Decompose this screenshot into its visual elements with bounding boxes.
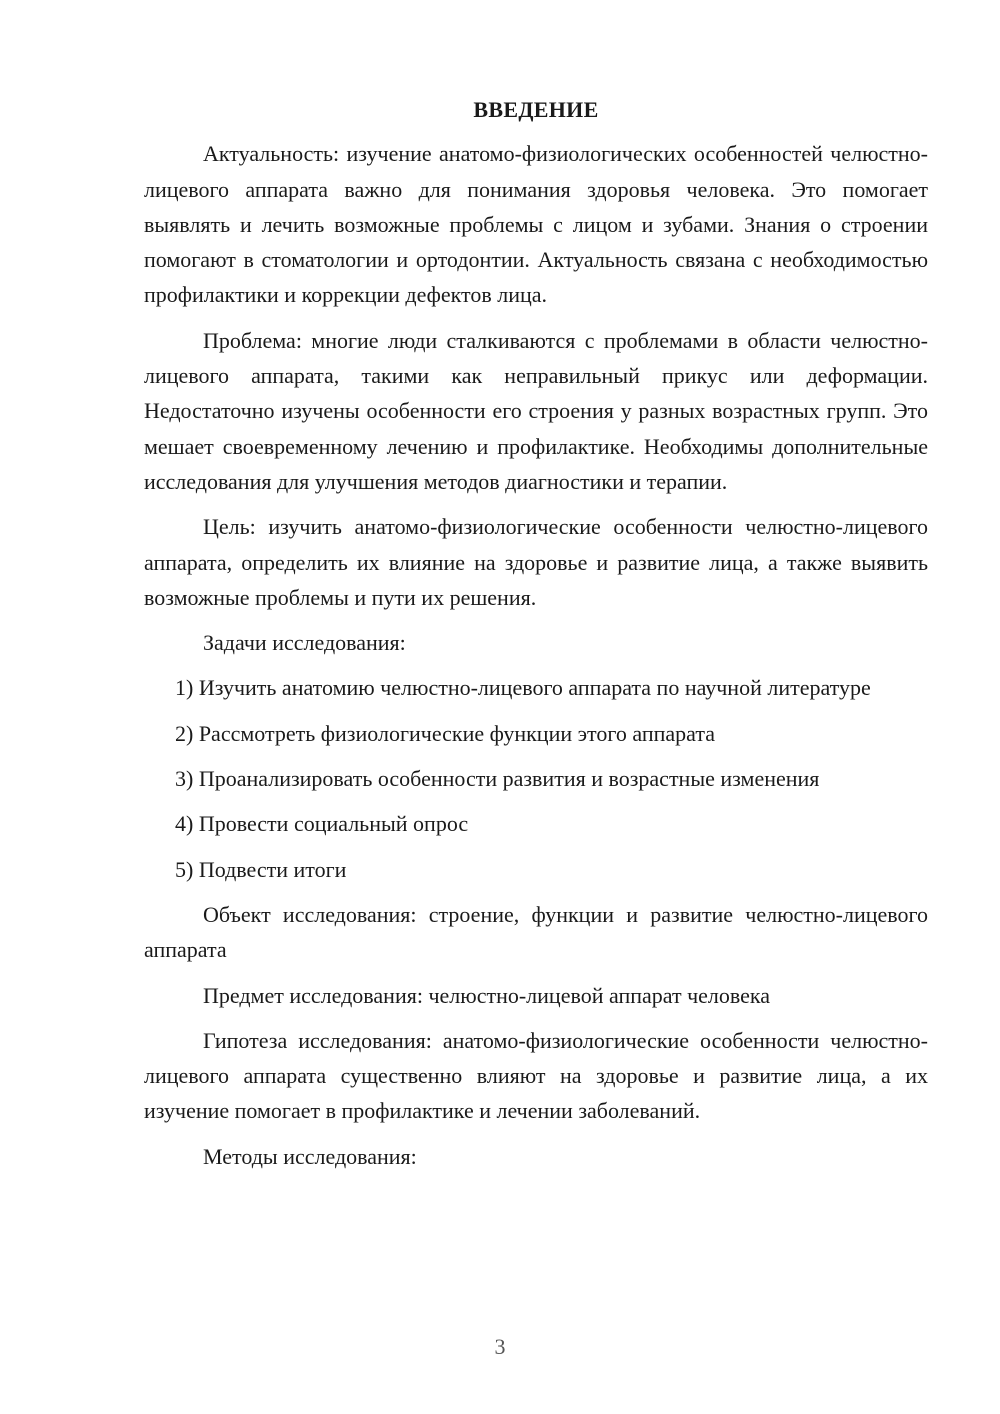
subject-paragraph: Предмет исследования: челюстно-лицевой аппарат человека (203, 982, 771, 1008)
task-item-4: 4) Провести социальный опрос (175, 811, 469, 837)
section-title: ВВЕДЕНИЕ (473, 97, 599, 122)
task-item-2: 2) Рассмотреть физиологические функции этого аппарата (175, 720, 715, 746)
relevance-paragraph: Актуальность: изучение анатомо-физиологических особенностей челюстно-лицевого аппарата важно для понимания здоровья человека. Это помогает выявлять и лечить возможные проблемы с лицом и зубами. Знания о строении помогают в стоматологии и ортодонтии. Актуальность связана с необходимостью профилактики и коррекции дефектов лица. (144, 141, 928, 308)
object-paragraph: Объект исследования: строение, функции и развитие челюстно-лицевого аппарата (144, 901, 928, 963)
problem-paragraph: Проблема: многие люди сталкиваются с проблемами в области челюстно-лицевого аппарата, такими как неправильный прикус или деформации. Недостаточно изучены особенности его строения у разных возрастных групп. Это мешает своевременному лечению и профилактике. Необходимы дополнительные исследования для улучшения методов диагностики и терапии. (144, 327, 928, 494)
tasks-list (144, 670, 928, 886)
hypothesis-paragraph: Гипотеза исследования: анатомо-физиологические особенности челюстно-лицевого аппарата существенно влияют на здоровье и развитие лица, а их изучение помогает в профилактике и лечении заболеваний. (144, 1027, 928, 1124)
task-item-1: 1) Изучить анатомию челюстно-лицевого аппарата по научной литературе (175, 675, 871, 701)
page-number: 3 (494, 1334, 506, 1359)
tasks-heading: Задачи исследования: (203, 630, 406, 656)
task-item-3: 3) Проанализировать особенности развития и возрастные изменения (175, 766, 820, 792)
document-page (144, 92, 928, 1184)
methods-heading: Методы исследования: (203, 1143, 417, 1169)
goal-paragraph: Цель: изучить анатомо-физиологические особенности челюстно-лицевого аппарата, определить их влияние на здоровье и развитие лица, а также выявить возможные проблемы и пути их решения. (144, 514, 928, 610)
task-item-5: 5) Подвести итоги (175, 856, 347, 882)
